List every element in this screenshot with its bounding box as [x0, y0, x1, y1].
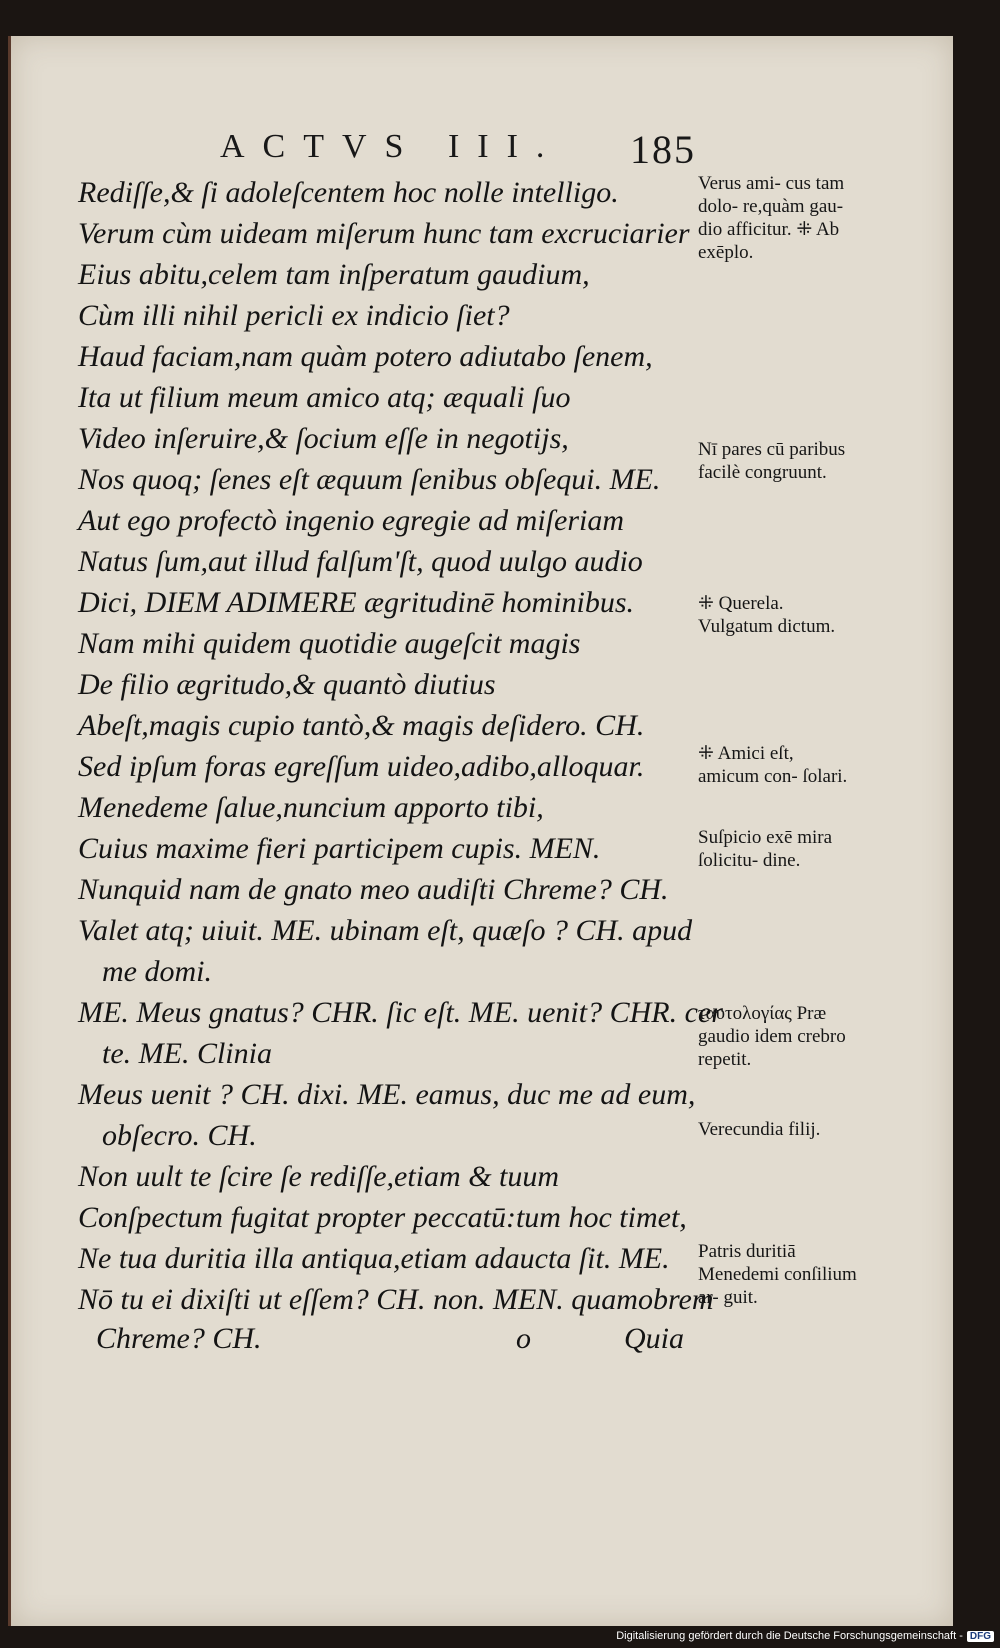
text-line: Nam mihi quidem quotidie augeſcit magis — [78, 627, 581, 660]
text-line: me domi. — [102, 955, 212, 988]
text-line: Nos quoq; ſenes eſt æquum ſenibus obſequi. ME. — [78, 463, 661, 496]
text-line: Cuius maxime fieri participem cupis. MEN. — [78, 832, 601, 865]
signature-mark: o — [516, 1322, 531, 1355]
catchword: Quia — [624, 1322, 684, 1355]
dfg-logo: DFG — [967, 1631, 994, 1642]
text-line: Non uult te ſcire ſe rediſſe,etiam & tuum — [78, 1160, 560, 1193]
margin-note: ⁜ Querela. Vulgatum dictum. — [698, 593, 836, 637]
text-line: obſecro. CH. — [102, 1119, 257, 1152]
margin-note: Suſpicio exē mira ſolicitu- dine. — [698, 827, 833, 871]
text-line: De filio ægritudo,& quantò diutius — [78, 668, 496, 701]
margin-note: ⁜ Amici eſt, amicum con- ſolari. — [698, 743, 848, 787]
text-line: Ne tua duritia illa antiqua,etiam adaucta ſit. ME. — [78, 1242, 670, 1275]
margin-note: ταυτολογίας Præ gaudio idem crebro repetit. — [698, 1003, 846, 1070]
catchline — [96, 1322, 696, 1362]
act-title: ACTVS III. — [220, 128, 563, 165]
text-line: Video inſeruire,& ſocium eſſe in negotijs, — [78, 422, 569, 455]
text-line: Conſpectum fugitat propter peccatū:tum hoc timet, — [78, 1201, 687, 1234]
text-line: Cùm illi nihil pericli ex indicio ſiet? — [78, 299, 510, 332]
digitization-credit — [616, 1626, 994, 1646]
text-line: Rediſſe,& ſi adoleſcentem hoc nolle intelligo. — [78, 176, 619, 209]
margin-note: Nī pares cū paribus facilè congruunt. — [698, 439, 846, 483]
page-number: 185 — [630, 127, 696, 172]
text-line: te. ME. Clinia — [102, 1037, 272, 1070]
text-line: Ita ut filium meum amico atq; æquali ſuo — [78, 381, 571, 414]
text-line: Eius abitu,celem tam inſperatum gaudium, — [78, 258, 590, 291]
verse-text — [78, 172, 723, 1320]
text-line: Meus uenit ? CH. dixi. ME. eamus, duc me ad eum, — [78, 1078, 696, 1111]
text-line: Haud faciam,nam quàm potero adiutabo ſenem, — [78, 340, 653, 373]
text-line: Abeſt,magis cupio tantò,& magis deſidero. CH. — [78, 709, 645, 742]
margin-note: Verus ami- cus tam dolo- re,quàm gau- dio afficitur. ⁜ Ab exēplo. — [698, 173, 845, 263]
margin-note: Patris duritiā Menedemi conſilium ar- guit. — [698, 1241, 857, 1308]
text-line: Valet atq; uiuit. ME. ubinam eſt, quæſo ? CH. apud — [78, 914, 693, 947]
text-line: Natus ſum,aut illud falſum'ſt, quod uulgo audio — [78, 545, 643, 578]
text-line: Dici, DIEM ADIMERE ægritudinē hominibus. — [78, 586, 635, 619]
catchline-left: Chreme? CH. — [96, 1322, 262, 1355]
text-line: Aut ego profectò ingenio egregie ad miſeriam — [78, 504, 624, 537]
credit-text: Digitalisierung gefördert durch die Deutsche Forschungsgemeinschaft - — [616, 1630, 963, 1642]
text-line: ME. Meus gnatus? CHR. ſic eſt. ME. uenit? CHR. cer — [78, 996, 723, 1029]
text-line: Nō tu ei dixiſti ut eſſem? CH. non. MEN. quamobrem — [78, 1283, 714, 1316]
text-line: Verum cùm uideam miſerum hunc tam excruciarier — [78, 217, 690, 250]
margin-note: Verecundia filij. — [698, 1119, 821, 1140]
text-line: Sed ipſum foras egreſſum uideo,adibo,alloquar. — [78, 750, 645, 783]
running-header — [220, 127, 720, 172]
text-line: Nunquid nam de gnato meo audiſti Chreme? CH. — [78, 873, 669, 906]
text-line: Menedeme ſalue,nuncium apporto tibi, — [78, 791, 544, 824]
